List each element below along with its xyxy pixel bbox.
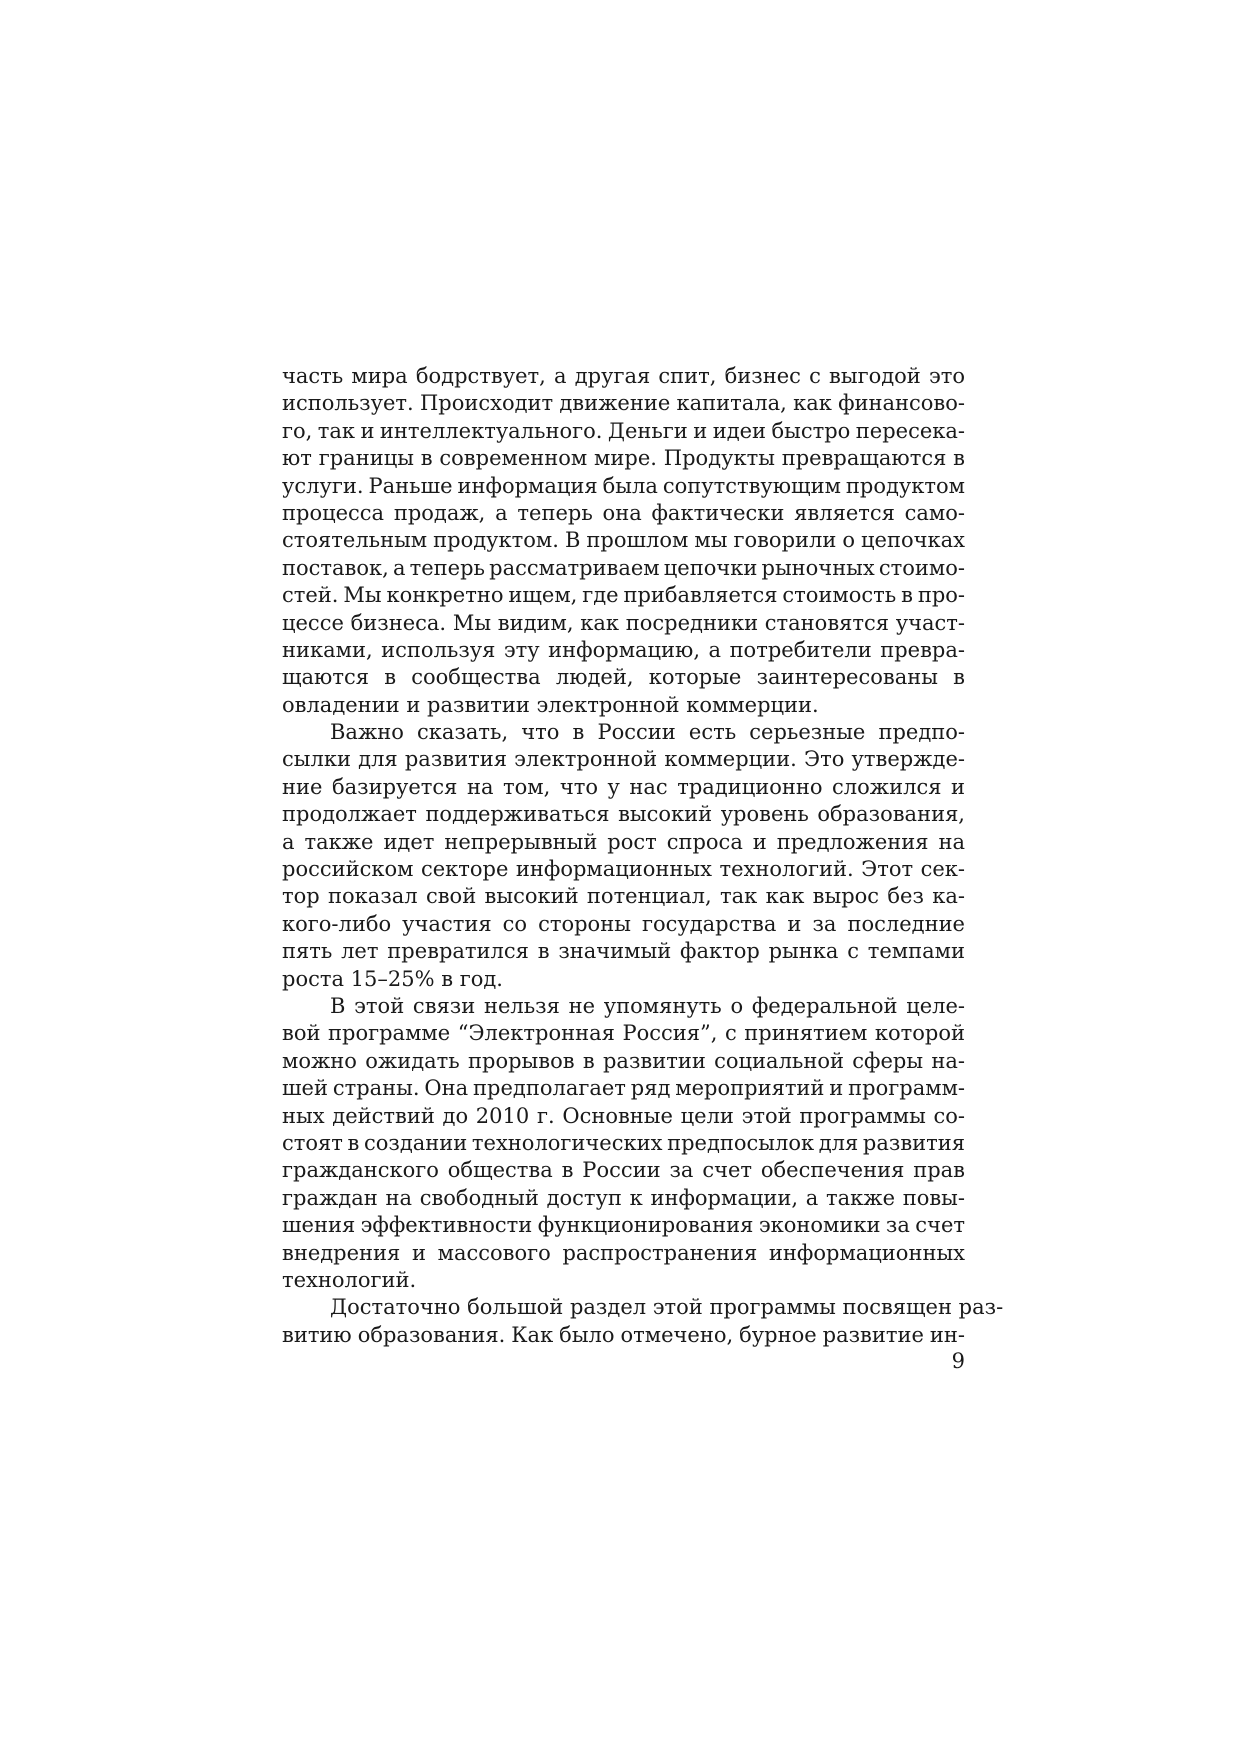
text-line: продолжает поддерживаться высокий уровень образования, [282,802,965,827]
text-line: можно ожидать прорывов в развитии социальной сферы на- [282,1048,965,1073]
text-line: кого-либо участия со стороны государства и за последние [282,911,965,936]
text-line: услуги. Раньше информация была сопутствующим продуктом [282,473,965,498]
text-line: стей. Мы конкретно ищем, где прибавляется стоимость в про- [282,583,965,608]
text-line: сылки для развития электронной коммерции. Это утвержде- [282,747,965,772]
text-line: В этой связи нельзя не упомянуть о федеральной целе- [330,993,965,1018]
text-line: гражданского общества в России за счет обеспечения прав [282,1158,965,1183]
text-line: внедрения и массового распространения информационных [282,1240,965,1265]
page-number: 9 [951,1349,965,1373]
text-line: технологий. [282,1267,417,1292]
text-line: Достаточно большой раздел этой программы посвящен раз- [330,1295,1004,1320]
text-line: ют границы в современном мире. Продукты превращаются в [282,446,965,471]
text-line: ние базируется на том, что у нас традиционно сложился и [282,774,965,799]
paragraph-1 [282,363,965,719]
text-line: ных действий до 2010 г. Основные цели этой программы со- [282,1103,965,1128]
paragraph-3 [282,993,965,1294]
text-line: Важно сказать, что в России есть серьезные предпо- [330,720,965,745]
text-line: го, так и интеллектуального. Деньги и идеи быстро пересека- [282,418,965,443]
text-line: российском секторе информационных технологий. Этот сек- [282,857,965,882]
text-line: стоят в создании технологических предпосылок для развития [282,1130,965,1155]
text-line: шей страны. Она предполагает ряд мероприятий и программ- [282,1076,965,1101]
text-line: пять лет превратился в значимый фактор рынка с темпами [282,939,965,964]
text-line: овладении и развитии электронной коммерции. [282,692,819,717]
text-line: вой программе “Электронная Россия”, с принятием которой [282,1021,965,1046]
text-line: часть мира бодрствует, а другая спит, бизнес с выгодой это [282,364,965,388]
text-line: использует. Происходит движение капитала, как финансово- [282,391,965,416]
text-line: тор показал свой высокий потенциал, так как вырос без ка- [282,884,965,909]
paragraph-4 [282,1294,1004,1349]
text-line: поставок, а теперь рассматриваем цепочки рыночных стоимо- [282,555,965,580]
text-line: процесса продаж, а теперь она фактически является само- [282,500,965,525]
body-text [282,363,1004,1349]
text-line: витию образования. Как было отмечено, бурное развитие ин- [282,1322,965,1347]
text-line: стоятельным продуктом. В прошлом мы говорили о цепочках [282,528,965,553]
text-line: щаются в сообщества людей, которые заинтересованы в [282,665,965,690]
text-line: а также идет непрерывный рост спроса и предложения на [282,829,965,854]
text-line: роста 15–25% в год. [282,966,503,991]
text-line: цессе бизнеса. Мы видим, как посредники становятся участ- [282,610,965,635]
text-line: шения эффективности функционирования экономики за счет [282,1213,965,1238]
text-line: граждан на свободный доступ к информации, а также повы- [282,1185,965,1210]
text-line: никами, используя эту информацию, а потребители превра- [282,637,965,662]
paragraph-2 [282,719,965,993]
